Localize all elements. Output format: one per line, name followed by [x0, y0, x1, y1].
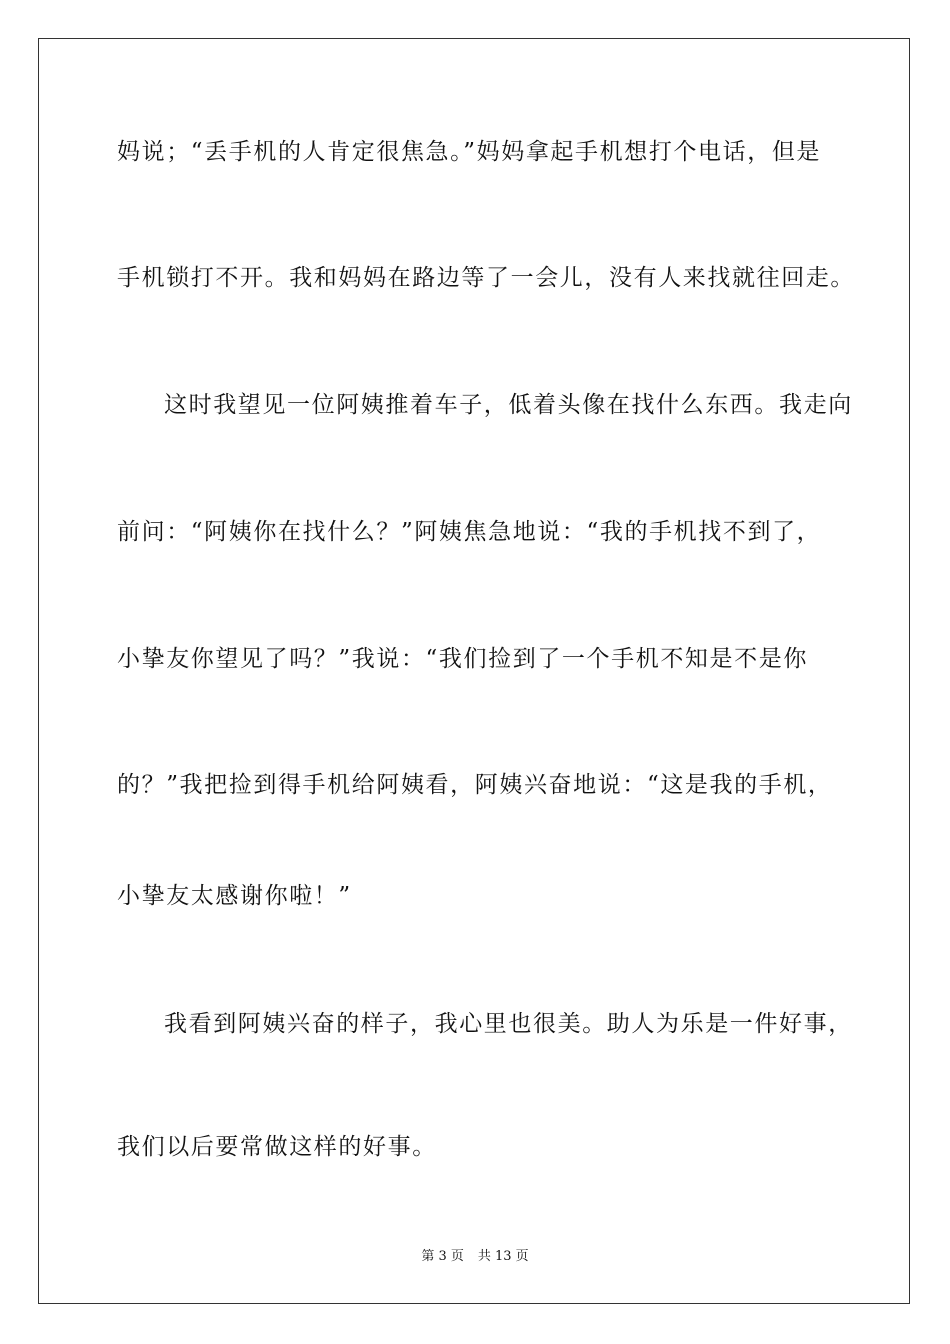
paragraph-start-line: 我看到阿姨兴奋的样子，我心里也很美。助人为乐是一件好事， — [164, 1011, 853, 1037]
text-line: 我们以后要常做这样的好事。 — [117, 1134, 437, 1160]
page-number: 第 3 页 — [421, 1249, 464, 1264]
paragraph-start-line: 这时我望见一位阿姨推着车子，低着头像在找什么东西。我走向 — [164, 392, 853, 418]
text-line: 前问：“阿姨你在找什么？”阿姨焦急地说：“我的手机找不到了， — [117, 519, 822, 545]
text-line: 小挚友你望见了吗？”我说：“我们捡到了一个手机不知是不是你 — [117, 646, 808, 672]
text-line: 妈说；“丢手机的人肯定很焦急。”妈妈拿起手机想打个电话，但是 — [117, 139, 822, 165]
total-pages: 共 13 页 — [477, 1249, 529, 1264]
text-line: 手机锁打不开。我和妈妈在路边等了一会儿，没有人来找就往回走。 — [117, 265, 855, 291]
text-line: 的？”我把捡到得手机给阿姨看，阿姨兴奋地说：“这是我的手机， — [117, 772, 833, 798]
text-line: 小挚友太感谢你啦！” — [117, 883, 352, 909]
page-footer — [0, 1248, 950, 1266]
